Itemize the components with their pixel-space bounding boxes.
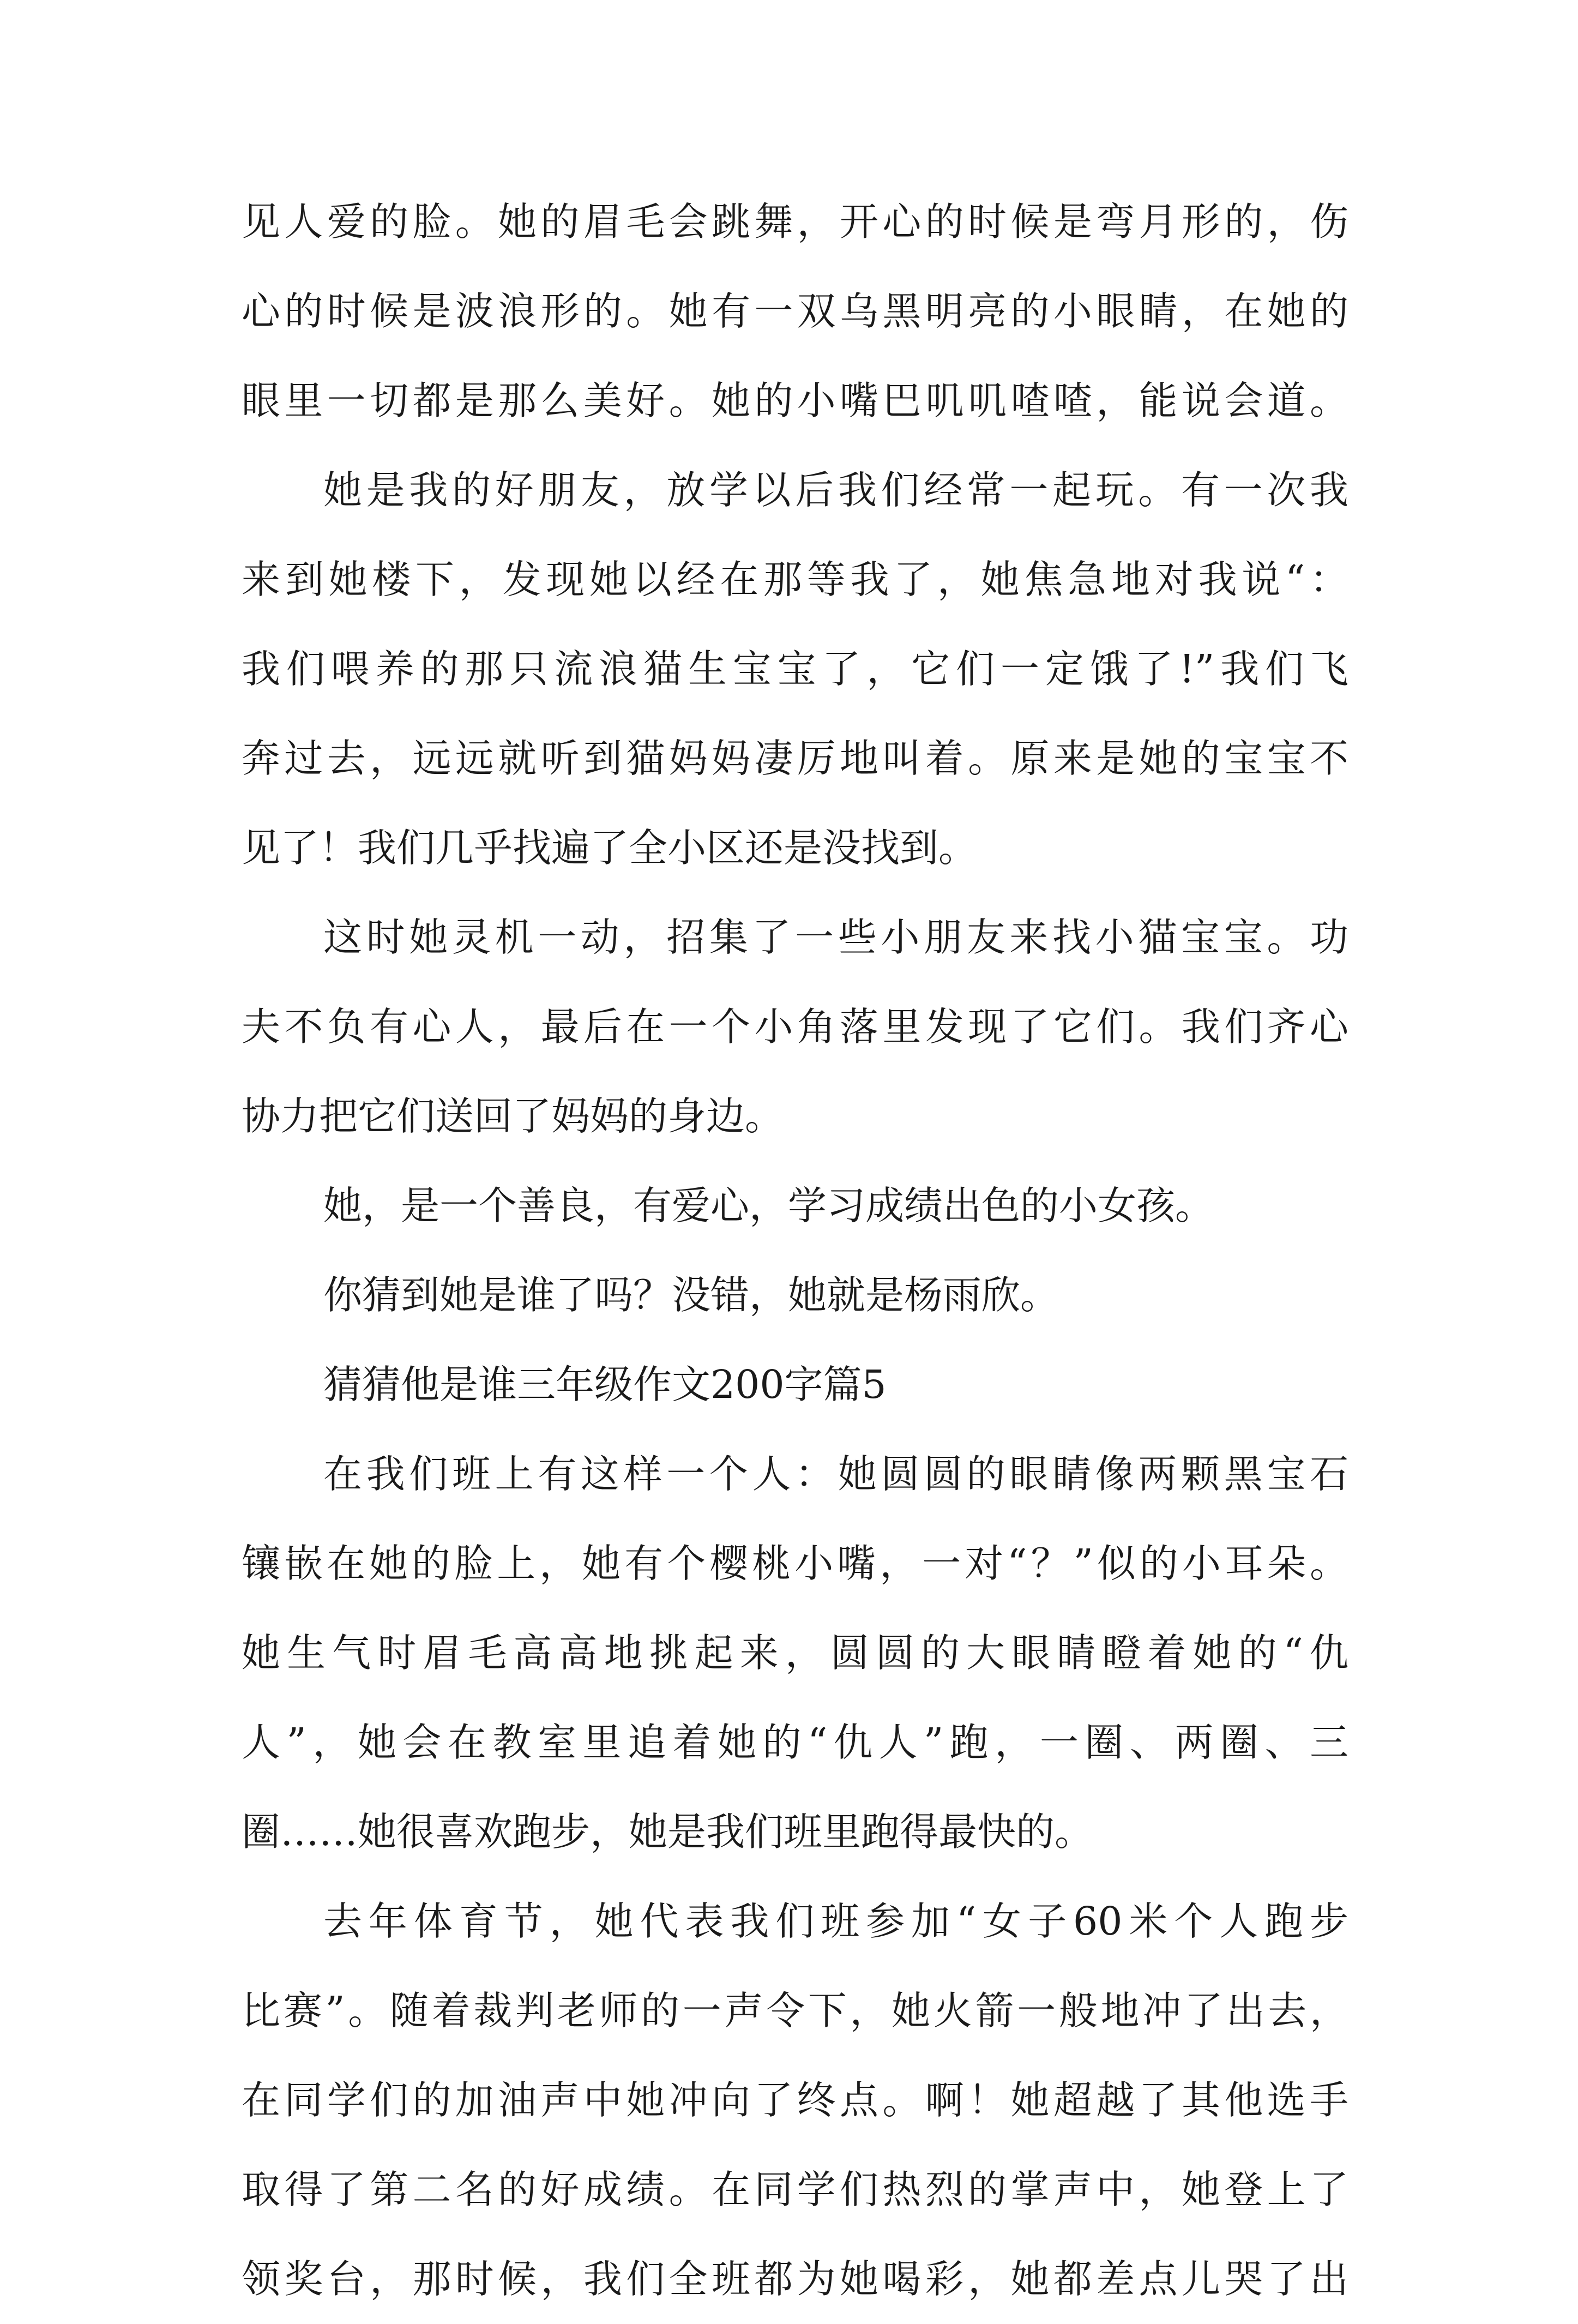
text-line: 人”，她会在教室里追着她的“仇人”跑，一圈、两圈、三 <box>242 1720 1348 1765</box>
text-line: 去年体育节，她代表我们班参加“女子60米个人跑步 <box>323 1899 1348 1944</box>
text-line: 比赛”。随着裁判老师的一声令下，她火箭一般地冲了出去， <box>242 1988 1348 2033</box>
text-line: 见了！我们几乎找遍了全小区还是没找到。 <box>242 825 978 870</box>
text-line: 夫不负有心人，最后在一个小角落里发现了它们。我们齐心 <box>242 1004 1348 1049</box>
text-line: 在同学们的加油声中她冲向了终点。啊！她超越了其他选手 <box>242 2077 1348 2123</box>
text-line: 领奖台，那时候，我们全班都为她喝彩，她都差点儿哭了出 <box>242 2256 1348 2302</box>
text-line: 你猜到她是谁了吗？没错，她就是杨雨欣。 <box>323 1272 1059 1318</box>
essay-body <box>242 177 1348 2324</box>
text-line: 协力把它们送回了妈妈的身边。 <box>242 1094 784 1139</box>
text-line: 她，是一个善良，有爱心，学习成绩出色的小女孩。 <box>323 1183 1214 1228</box>
text-line: 这时她灵机一动，招集了一些小朋友来找小猫宝宝。功 <box>323 915 1348 960</box>
text-line: 奔过去，远远就听到猫妈妈凄厉地叫着。原来是她的宝宝不 <box>242 736 1348 781</box>
text-line: 见人爱的脸。她的眉毛会跳舞，开心的时候是弯月形的，伤 <box>242 199 1348 244</box>
text-line: 圈……她很喜欢跑步，她是我们班里跑得最快的。 <box>242 1809 1094 1854</box>
text-line: 我们喂养的那只流浪猫生宝宝了，它们一定饿了!”我们飞 <box>242 646 1348 692</box>
text-line: 来到她楼下，发现她以经在那等我了，她焦急地对我说“： <box>242 557 1348 602</box>
text-line: 取得了第二名的好成绩。在同学们热烈的掌声中，她登上了 <box>242 2167 1348 2212</box>
text-line: 她生气时眉毛高高地挑起来，圆圆的大眼睛瞪着她的“仇 <box>242 1630 1348 1676</box>
text-line: 眼里一切都是那么美好。她的小嘴巴叽叽喳喳，能说会道。 <box>242 378 1348 423</box>
text-line: 在我们班上有这样一个人：她圆圆的眼睛像两颗黑宝石 <box>323 1451 1348 1497</box>
text-line: 心的时候是波浪形的。她有一双乌黑明亮的小眼睛，在她的 <box>242 289 1348 334</box>
text-line: 猜猜他是谁三年级作文200字篇5 <box>323 1362 887 1407</box>
text-line: 镶嵌在她的脸上，她有个樱桃小嘴，一对“？”似的小耳朵。 <box>242 1541 1348 1586</box>
text-line: 她是我的好朋友，放学以后我们经常一起玩。有一次我 <box>323 467 1348 513</box>
